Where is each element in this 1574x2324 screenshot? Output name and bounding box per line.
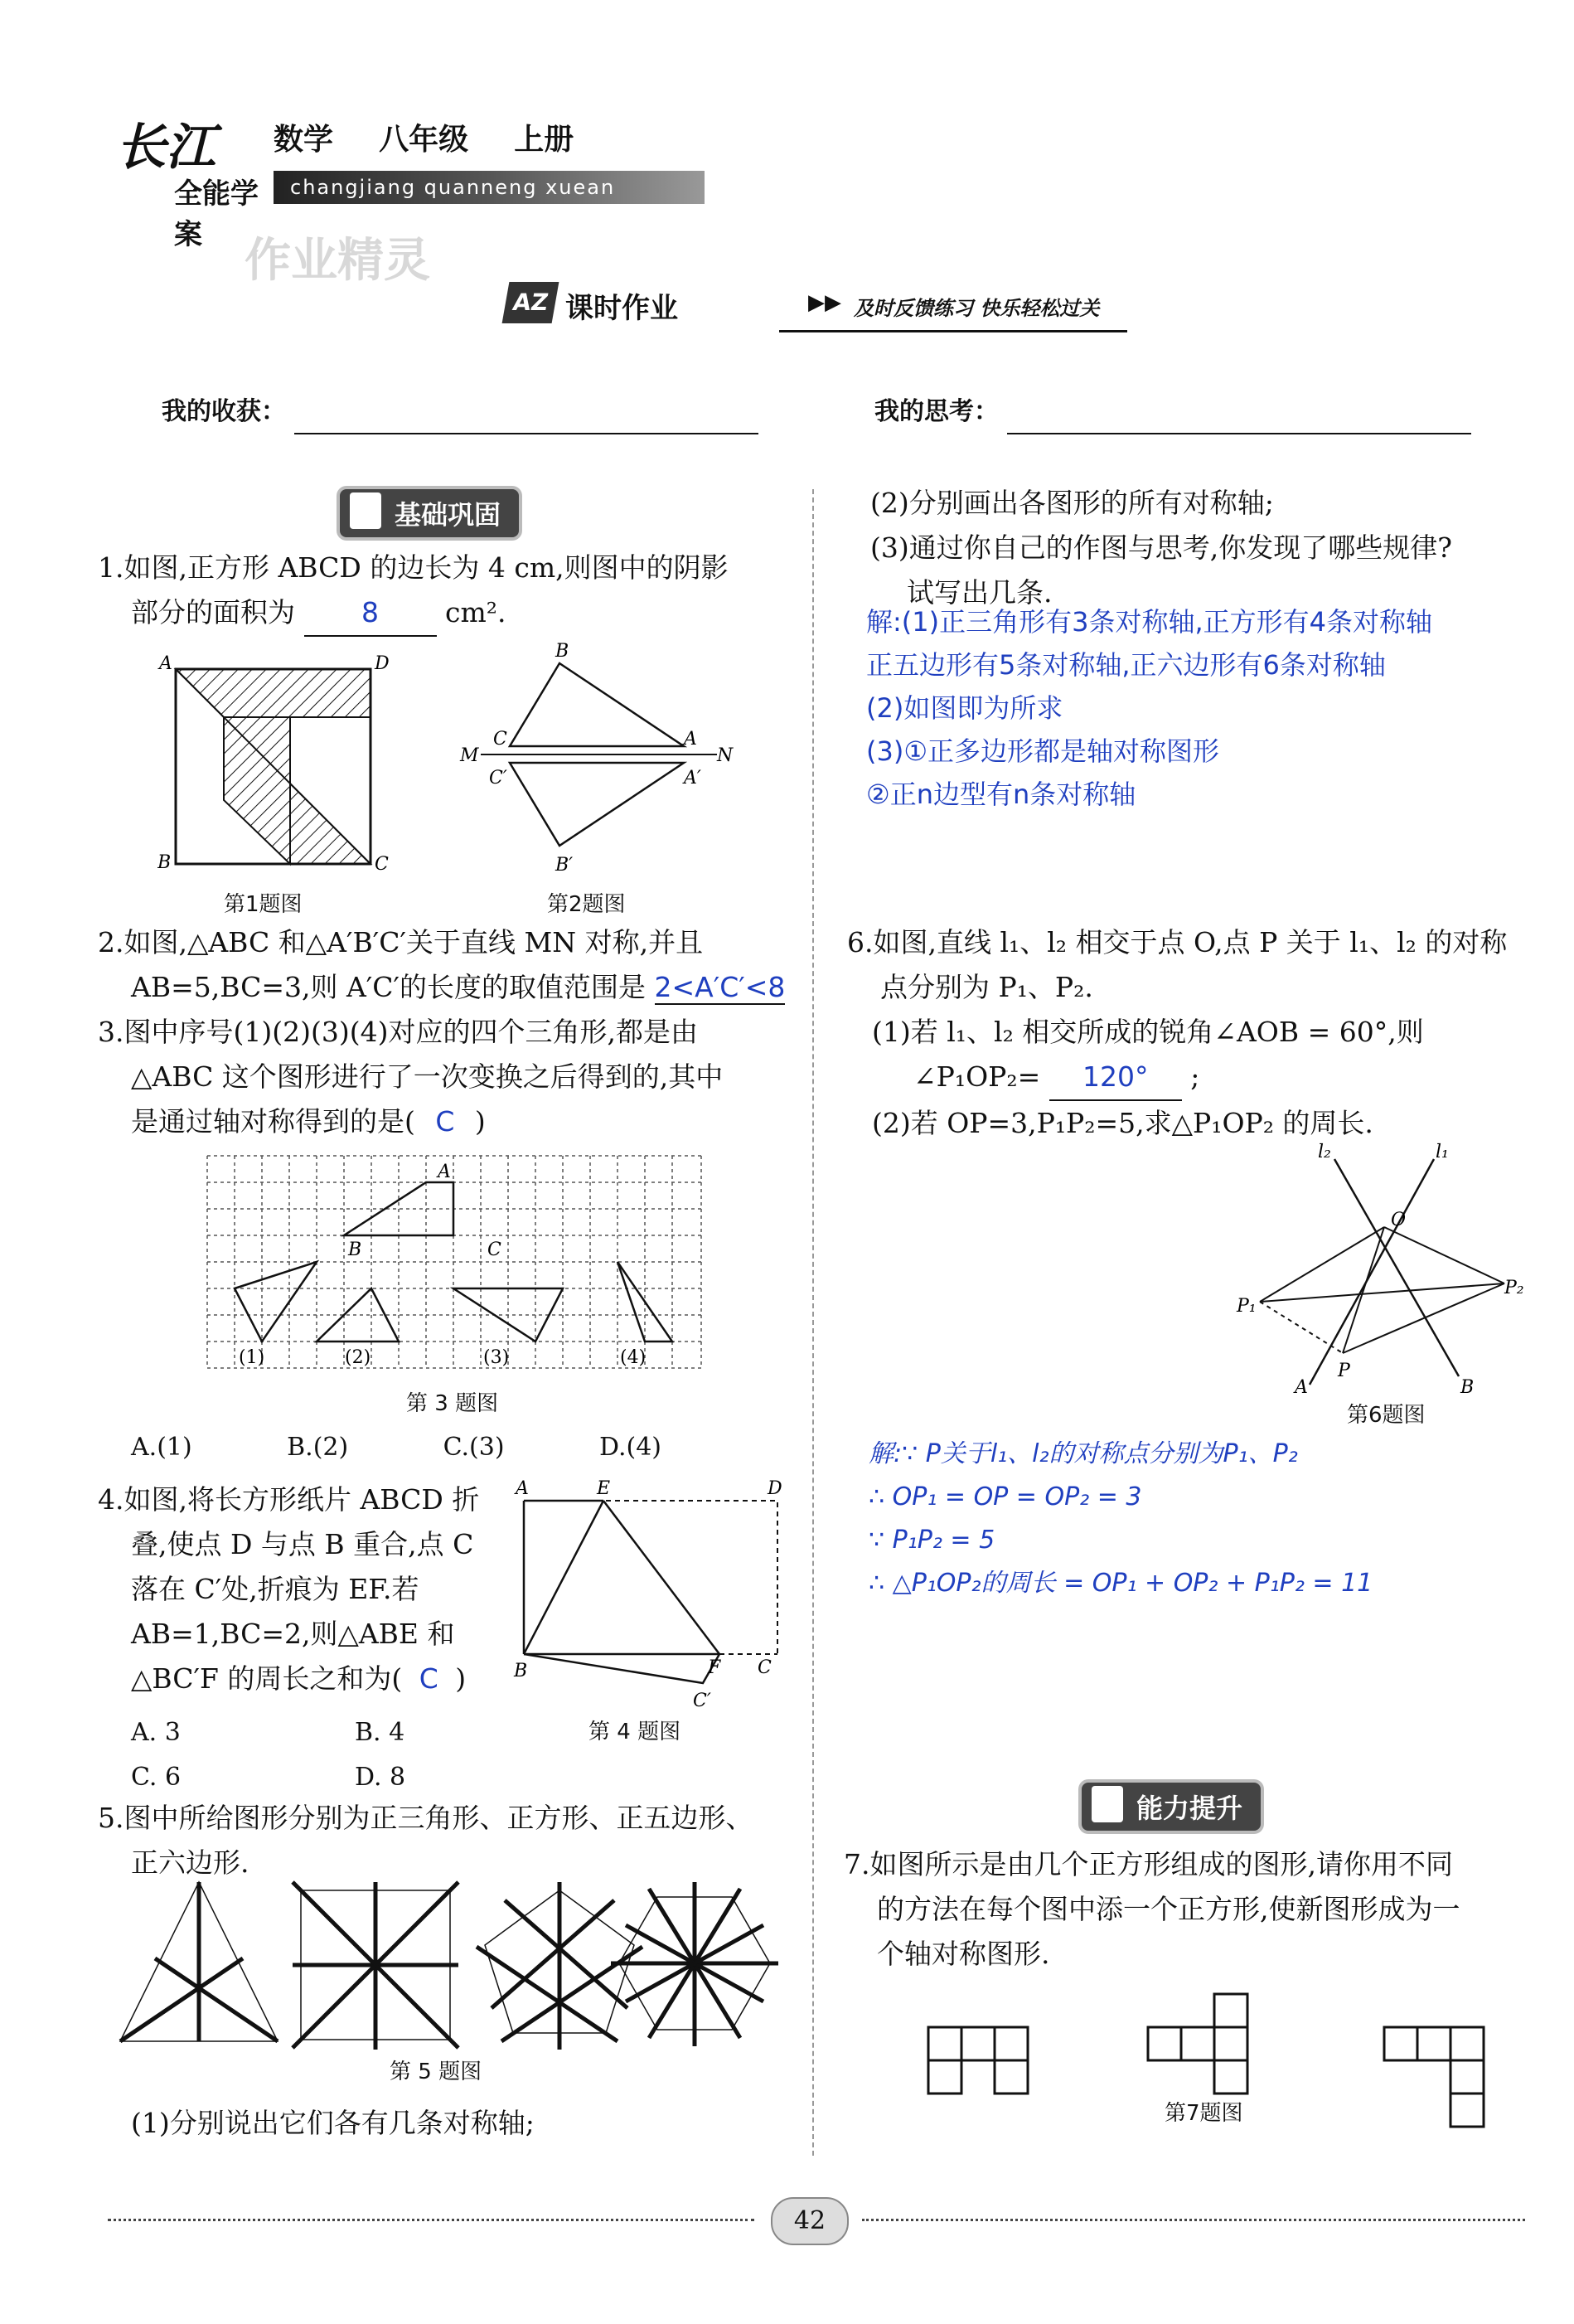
q5-solution-line1: 解:(1)正三角形有3条对称轴,正方形有4条对称轴: [866, 606, 1433, 638]
thinking-input[interactable]: [1007, 408, 1471, 434]
q3-line1: 3.图中序号(1)(2)(3)(4)对应的四个三角形,都是由: [98, 1016, 698, 1048]
q6-sub1b-end: ;: [1190, 1060, 1200, 1093]
q2-answer[interactable]: 2<A′C′<8: [654, 971, 786, 1003]
banner-rule: [779, 330, 1127, 332]
section-basic-label: 基础巩固: [395, 499, 501, 531]
svg-text:O: O: [1391, 1210, 1407, 1230]
fig3-grid: [206, 1154, 711, 1382]
q4-option-a[interactable]: A. 3: [131, 1718, 181, 1747]
logo-text: 长江: [116, 119, 216, 177]
q1-line2-text: 部分的面积为: [131, 596, 295, 628]
q4-options: [131, 1710, 479, 1800]
q7-line3: 个轴对称图形.: [877, 1938, 1050, 1970]
q4-line1: 4.如图,将长方形纸片 ABCD 折: [98, 1483, 480, 1516]
svg-text:A: A: [684, 729, 697, 750]
q7-line2: 的方法在每个图中添一个正方形,使新图形成为一: [877, 1893, 1460, 1925]
gain-label: 我的收获：: [162, 397, 286, 426]
q5-solution-line4: (3)①正多边形都是轴对称图形: [866, 735, 1220, 767]
q6-answer1[interactable]: 120°: [1049, 1055, 1182, 1101]
q3-option-c[interactable]: C.(3): [443, 1433, 505, 1462]
q6-sub1a: (1)若 l₁、l₂ 相交所成的锐角∠AOB = 60°,则: [872, 1016, 1424, 1048]
q4-option-c[interactable]: C. 6: [131, 1763, 182, 1792]
fig1-label-c: C: [375, 854, 389, 875]
q5: [98, 1796, 811, 1885]
svg-text:A′: A′: [684, 768, 701, 788]
q5-solution-line2: 正五边形有5条对称轴,正六边形有6条对称轴: [866, 649, 1386, 681]
q1-answer[interactable]: 8: [304, 590, 437, 637]
volume: 上册: [514, 123, 574, 157]
q2: [98, 920, 844, 1010]
banner-arrows: ▶▶: [808, 290, 841, 315]
fig3-label-3: (3): [483, 1347, 510, 1368]
fig7-caption: 第7题图: [1165, 2101, 1243, 2126]
svg-text:M: M: [460, 745, 479, 766]
q3-answer[interactable]: C: [435, 1105, 455, 1138]
fig3-label-4: (4): [620, 1347, 647, 1368]
q4-option-b[interactable]: B. 4: [355, 1718, 405, 1747]
svg-text:E: E: [597, 1478, 611, 1499]
pinyin-text: changjiang quanneng xuean: [290, 176, 616, 199]
q5-line1: 5.图中所给图形分别为正三角形、正方形、正五边形、: [98, 1802, 753, 1834]
fig1-caption: 第1题图: [224, 892, 303, 917]
svg-text:C: C: [487, 1240, 501, 1260]
footer-rule-left: [108, 2219, 754, 2221]
q6-solution-line1: 解:∵ P关于l₁、l₂的对称点分别为P₁、P₂: [869, 1439, 1298, 1468]
fig3-caption: 第 3 题图: [406, 1391, 499, 1416]
fig6-caption: 第6题图: [1347, 1403, 1426, 1428]
clipboard-icon: [1092, 1786, 1123, 1822]
svg-text:C′: C′: [693, 1691, 711, 1711]
q6-sub1b-text: ∠P₁OP₂=: [913, 1060, 1041, 1093]
svg-text:l₂: l₂: [1318, 1142, 1331, 1162]
thinking-label: 我的思考：: [874, 397, 999, 426]
fig1-label-a: A: [159, 653, 172, 674]
fig2-symmetry: [452, 638, 738, 887]
svg-text:B: B: [514, 1661, 528, 1681]
fig5-polygons: [112, 1875, 783, 2054]
q4-line5-text: △BC′F 的周长之和为(: [131, 1662, 403, 1695]
q6-solution-line4: ∴ △P₁OP₂的周长 = OP₁ + OP₂ + P₁P₂ = 11: [869, 1569, 1373, 1598]
q3-line3-text: 是通过轴对称得到的是(: [131, 1105, 415, 1138]
header-title: [274, 116, 574, 158]
svg-text:N: N: [717, 745, 734, 766]
q2-line2: [98, 965, 844, 1010]
q5-sub2: (2)分别画出各图形的所有对称轴;: [870, 487, 1274, 519]
svg-text:D: D: [768, 1478, 782, 1499]
q4: [98, 1477, 529, 1701]
column-divider: [812, 489, 814, 2156]
section-advanced: [1082, 1783, 1261, 1831]
logo: [108, 108, 274, 251]
q6-solution-line3: ∵ P₁P₂ = 5: [869, 1526, 995, 1555]
gain-input[interactable]: [294, 408, 758, 434]
q4-line4: AB=1,BC=2,则△ABE 和: [131, 1618, 455, 1650]
q5-solution-line3: (2)如图即为所求: [866, 692, 1063, 724]
q3-option-a[interactable]: A.(1): [131, 1433, 192, 1462]
svg-text:C′: C′: [489, 768, 507, 788]
fig1-label-b: B: [157, 852, 172, 873]
q6-solution-line2: ∴ OP₁ = OP = OP₂ = 3: [869, 1482, 1142, 1511]
fig4-fold: [512, 1476, 794, 1725]
section-basic: [340, 489, 519, 537]
fig6-lines: [1235, 1136, 1533, 1409]
svg-text:P₁: P₁: [1237, 1296, 1257, 1317]
svg-text:A: A: [438, 1162, 451, 1182]
q1-line1: 1.如图,正方形 ABCD 的边长为 4 cm,则图中的阴影: [98, 551, 729, 584]
banner: [497, 274, 1144, 340]
gain-note: [162, 390, 758, 434]
fig1-square: [157, 651, 398, 887]
q7-line1: 7.如图所示是由几个正方形组成的图形,请你用不同: [844, 1848, 1453, 1880]
svg-text:B′: B′: [555, 855, 574, 876]
page-number: 42: [771, 2197, 849, 2245]
svg-text:C: C: [493, 729, 507, 750]
fig5-caption: 第 5 题图: [390, 2060, 482, 2084]
q2-line2-text: AB=5,BC=3,则 A′C′的长度的取值范围是: [131, 971, 647, 1003]
banner-title: 课时作业: [565, 292, 678, 325]
q5-solution: [866, 600, 1432, 816]
q4-line5: [98, 1657, 529, 1701]
az-icon: AZ: [502, 282, 559, 323]
subject: 数学: [274, 123, 334, 157]
watermark: 作业精灵: [245, 234, 430, 288]
fig1-label-d: D: [375, 653, 390, 674]
q5-line2: 正六边形.: [131, 1846, 249, 1879]
q3-line3: [98, 1099, 802, 1144]
svg-text:B: B: [1460, 1377, 1475, 1398]
pinyin-bar: [274, 171, 705, 204]
q4-answer[interactable]: C: [419, 1662, 438, 1695]
q3-line3-close: ): [474, 1105, 486, 1138]
svg-text:B: B: [555, 641, 569, 662]
svg-text:P: P: [1338, 1361, 1350, 1381]
q6-line1: 6.如图,直线 l₁、l₂ 相交于点 O,点 P 关于 l₁、l₂ 的对称: [847, 926, 1508, 958]
q4-line2: 叠,使点 D 与点 B 重合,点 C: [131, 1528, 474, 1560]
svg-text:F: F: [708, 1657, 721, 1678]
svg-text:C: C: [758, 1657, 772, 1678]
q5-sub1: (1)分别说出它们各有几条对称轴;: [131, 2107, 535, 2139]
svg-text:l₁: l₁: [1436, 1142, 1449, 1162]
q4-line5-close: ): [455, 1662, 467, 1695]
thinking-note: [874, 390, 1471, 434]
svg-text:P₂: P₂: [1504, 1278, 1524, 1298]
svg-text:A: A: [516, 1478, 529, 1499]
fig3-label-2: (2): [345, 1347, 371, 1368]
fig3-label-1: (1): [239, 1347, 265, 1368]
footer-rule-right: [862, 2219, 1525, 2221]
banner-slogan: 及时反馈练习 快乐轻松过关: [854, 297, 1100, 320]
section-advanced-label: 能力提升: [1136, 1793, 1243, 1824]
q6-solution: [869, 1433, 1373, 1605]
q2-line1: 2.如图,△ABC 和△A′B′C′关于直线 MN 对称,并且: [98, 926, 704, 958]
header: [108, 108, 705, 251]
q6-line2: 点分别为 P₁、P₂.: [880, 971, 1093, 1003]
q7: [844, 1842, 1557, 1977]
q4-option-d[interactable]: D. 8: [355, 1763, 406, 1792]
q3-line2: △ABC 这个图形进行了一次变换之后得到的,其中: [131, 1060, 724, 1093]
q3: [98, 1010, 802, 1144]
q6-sub1b: [847, 1055, 1560, 1101]
q5-solution-line5: ②正n边型有n条对称轴: [866, 779, 1136, 810]
q1-line2: [98, 590, 802, 637]
q6: [847, 920, 1560, 1146]
q5-sub3b: 试写出几条.: [907, 576, 1053, 609]
svg-text:A: A: [1295, 1377, 1308, 1398]
fig2-caption: 第2题图: [547, 892, 626, 917]
grade: 八年级: [379, 123, 469, 157]
q4-line3: 落在 C′处,折痕为 EF.若: [131, 1573, 419, 1605]
svg-text:B: B: [348, 1240, 362, 1260]
q3-option-b[interactable]: B.(2): [287, 1433, 349, 1462]
q1-unit: cm².: [445, 596, 506, 628]
notebook-icon: [350, 492, 381, 529]
q3-options: [131, 1433, 661, 1462]
fig4-caption: 第 4 题图: [588, 1720, 681, 1744]
q5-sub3a: (3)通过你自己的作图与思考,你发现了哪些规律?: [870, 531, 1452, 564]
q1: [98, 546, 802, 637]
logo-sub: 全能学案: [174, 177, 259, 251]
q5-continued: [870, 481, 1558, 615]
q3-option-d[interactable]: D.(4): [598, 1433, 661, 1462]
q6-sub2: (2)若 OP=3,P₁P₂=5,求△P₁OP₂ 的周长.: [872, 1107, 1373, 1139]
